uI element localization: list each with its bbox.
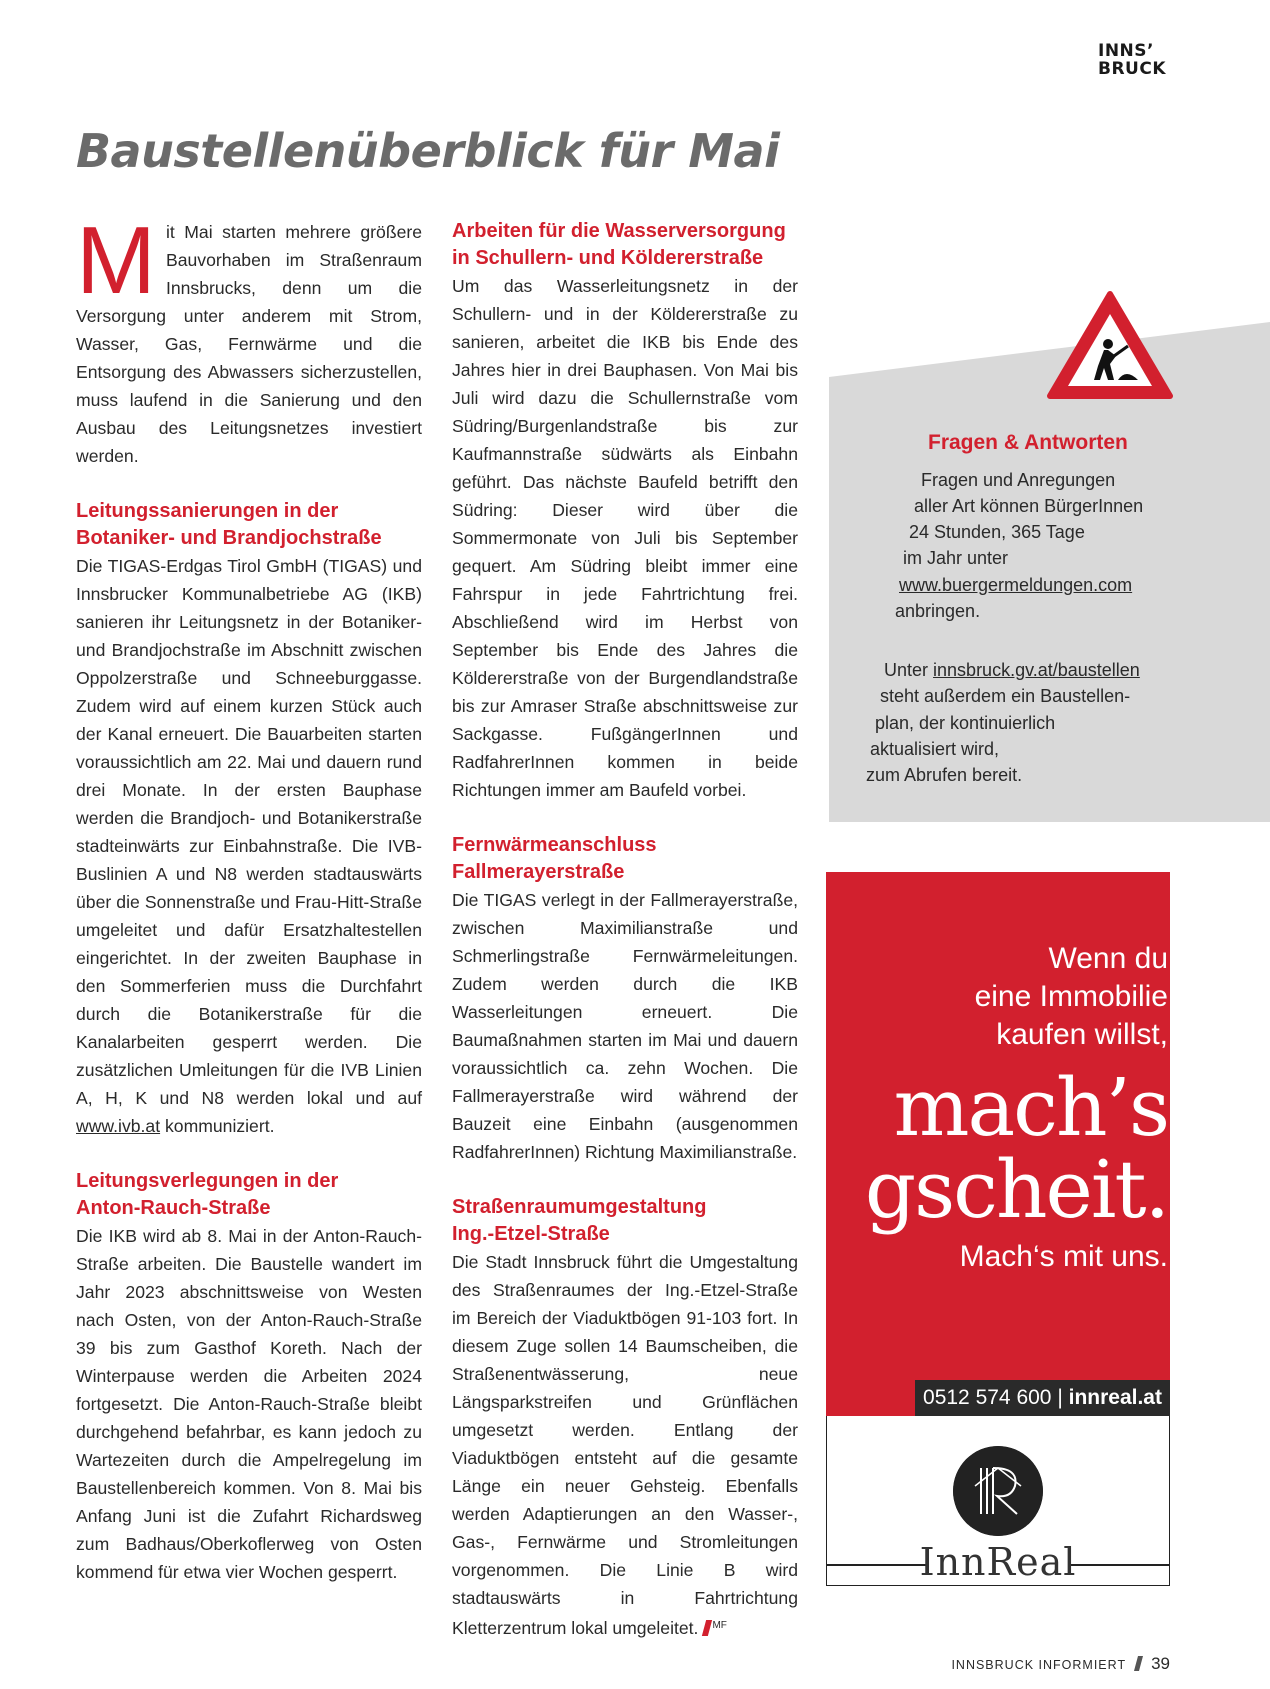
info-text-line: zum Abrufen bereit. bbox=[866, 765, 1023, 785]
innreal-brand-name: InnReal bbox=[919, 1540, 1077, 1584]
section-title-line: Ing.-Etzel-Straße bbox=[452, 1223, 610, 1245]
innsbruck-logo bbox=[1098, 42, 1178, 78]
section-body-leitungssanierungen bbox=[76, 552, 422, 1140]
section-body-wasserversorgung: Um das Wasserleitungsnetz in der Schullern- und in der Köldererstraße zu sanieren, arbeitet die IKB bis Ende des Jahres hier in drei Bauphasen. Von Mai bis Juli wird dazu die Schullernstraße vom Südring/Burgenlandstraße bis zur Kaufmannstraße südwärts als Einbahn geführt. Das nächste Baufeld betrifft den Südring: Dieser wird über die Sommermonate von Juli bis September gequert. Am Südring bleibt immer eine Fahrspur in jede Fahrtrichtung frei. Abschließend wird im Herbst von September bis Ende des Jahres die Köldererstraße von der Burgendlandstraße bis zur Amraser Straße abschnittsweise zur Sackgasse. FußgängerInnen und RadfahrerInnen kommen in beide Richtungen immer am Baufeld vorbei. bbox=[452, 276, 798, 800]
page-number: 39 bbox=[1151, 1654, 1170, 1673]
innreal-logo-icon bbox=[953, 1446, 1043, 1536]
author-initials: MF bbox=[712, 1620, 727, 1631]
section-title-line: Fallmerayerstraße bbox=[452, 861, 625, 883]
ad-headline-line: eine Immobilie bbox=[974, 980, 1168, 1013]
info-text-line: steht außerdem ein Baustellen- bbox=[880, 686, 1131, 706]
page-title: Baustellenüberblick für Mai bbox=[76, 124, 780, 178]
footer-label: INNSBRUCK INFORMIERT bbox=[951, 1658, 1127, 1672]
section-title-line: in Schullern- und Köldererstraße bbox=[452, 247, 764, 269]
drop-cap: M bbox=[76, 207, 156, 314]
ad-headline-line: Wenn du bbox=[1048, 942, 1168, 975]
section-body-fernwaerme: Die TIGAS verlegt in der Fallmerayerstraße, zwischen Maximilianstraße und Schmerlingstraße Fernwärmeleitungen. Zudem werden durch die IKB Wasserleitungen erneuert. Die Baumaßnahmen starten im Mai und dauern voraussichtlich ca. zehn Wochen. Die Fallmerayerstraße wird während der Bauzeit eine Einbahn (ausgenommen RadfahrerInnen) Richtung Maximilianstraße. bbox=[452, 890, 798, 1162]
ad-subline: Mach‘s mit uns. bbox=[959, 1240, 1168, 1273]
intro-text: it Mai starten mehrere größere Bauvorhaben im Straßenraum Innsbrucks, denn um die Versorgung unter anderem mit Strom, Wasser, Gas, Fernwärme und die Entsorgung des Abwassers sicherzustellen, muss laufend in die Sanierung und den Ausbau des Leitungsnetzes investiert werden. bbox=[76, 222, 422, 466]
info-text-line: im Jahr unter bbox=[903, 548, 1009, 568]
info-text-line bbox=[884, 657, 1140, 683]
section-body-strassenraum bbox=[452, 1248, 798, 1642]
section-title-line: Leitungssanierungen in der bbox=[76, 500, 339, 522]
section-title-leitungssanierungen bbox=[76, 498, 422, 552]
ad-contact-bar[interactable] bbox=[915, 1380, 1170, 1416]
info-text-prefix: Unter bbox=[884, 660, 934, 680]
info-text-line: aktualisiert wird, bbox=[870, 739, 1000, 759]
section-title-line: Arbeiten für die Wasserversorgung bbox=[452, 220, 786, 242]
section-title-line: Botaniker- und Brandjochstraße bbox=[76, 527, 382, 549]
info-text-line: 24 Stunden, 365 Tage bbox=[909, 522, 1085, 542]
info-text-line: plan, der kontinuierlich bbox=[875, 713, 1056, 733]
section-title-line: Straßenraumumgestaltung bbox=[452, 1196, 707, 1218]
ad-slogan-line: gscheit. bbox=[864, 1143, 1168, 1236]
intro-paragraph bbox=[76, 207, 422, 470]
section-title-leitungsverlegungen bbox=[76, 1168, 422, 1222]
section-text: Die Stadt Innsbruck führt die Umgestaltung des Straßenraumes der Ing.-Etzel-Straße im Bereich der Viaduktbögen 91-103 fort. In diesem Zuge sollen 14 Baumscheiben, die Straßenentwässerung, neue Längsparkstreifen und Grünflächen umgesetzt werden. Entlang der Viaduktbögen entsteht auf die gesamte Länge ein neuer Gehsteig. Ebenfalls werden Adaptierungen an den Wasser-, Gas-, Fernwärme und Stromleitungen vorgenommen. Die Linie B wird stadtauswärts in Fahrtrichtung Kletterzentrum lokal umgeleitet. bbox=[452, 1252, 798, 1638]
article-column-2 bbox=[452, 218, 798, 1642]
section-title-fernwaerme bbox=[452, 832, 798, 886]
footer-slash-icon bbox=[1134, 1656, 1143, 1671]
article-column-1 bbox=[76, 207, 422, 1586]
info-text-line: anbringen. bbox=[895, 601, 981, 621]
page-footer bbox=[951, 1654, 1170, 1674]
info-text-line: aller Art können BürgerInnen bbox=[914, 496, 1144, 516]
ad-slogan-line: mach’s bbox=[893, 1061, 1168, 1154]
section-title-strassenraum bbox=[452, 1194, 798, 1248]
section-title-line: Anton-Rauch-Straße bbox=[76, 1197, 271, 1219]
section-body-leitungsverlegungen: Die IKB wird ab 8. Mai in der Anton-Rauch-Straße arbeiten. Die Baustelle wandert im Jahr 2023 abschnittsweise von Westen nach Osten, von der Anton-Rauch-Straße 39 bis zum Gasthof Koreth. Nach der Winterpause werden die Arbeiten 2024 fortgesetzt. Die Anton-Rauch-Straße bleibt durchgehend befahrbar, es kann jedoch zu Wartezeiten durch die Ampelregelung im Baustellenbereich kommen. Von 8. Mai bis Anfang Juni ist die Zufahrt Richardsweg zum Badhaus/Oberkoflerweg von Osten kommend für etwa vier Wochen gesperrt. bbox=[76, 1226, 422, 1582]
buergermeldungen-link[interactable] bbox=[899, 572, 1132, 598]
ad-website[interactable]: innreal.at bbox=[1068, 1386, 1162, 1409]
section-title-line: Fernwärmeanschluss bbox=[452, 834, 657, 856]
section-text: Die TIGAS-Erdgas Tirol GmbH (TIGAS) und Innsbrucker Kommunalbetriebe AG (IKB) sanieren ihr Leitungsnetz in der Botaniker- und Brandjochstraße im Abschnitt zwischen Oppolzerstraße und Schneeburggasse. Zudem wird auf einem kurzen Stück auch der Kanal erneuert. Die Bauarbeiten starten voraussichtlich am 22. Mai und dauern rund drei Monate. In der ersten Bauphase werden die Brandjoch- und Botanikerstraße stadteinwärts zur Einbahnstraße. Die IVB-Buslinien A und N8 werden stadtauswärts über die Sonnenstraße und Frau-Hitt-Straße umgeleitet und dafür Ersatzhaltestellen eingerichtet. In der zweiten Bauphase in den Sommerferien muss die Durchfahrt durch die Botanikerstraße für die Kanalarbeiten gesperrt werden. Die zusätzlichen Umleitungen für die IVB Linien A, H, K und N8 werden lokal und auf bbox=[76, 556, 422, 1108]
logo-line-2: BRUCK bbox=[1098, 59, 1167, 79]
ad-phone[interactable]: 0512 574 600 bbox=[923, 1386, 1052, 1409]
ad-separator: | bbox=[1051, 1386, 1069, 1409]
info-text-line: Fragen und Anregungen bbox=[921, 470, 1116, 490]
ad-headline-line: kaufen willst, bbox=[996, 1018, 1168, 1051]
buergermeldungen-link-text[interactable]: www.buergermeldungen.com bbox=[899, 575, 1133, 595]
section-text-tail: kommuniziert. bbox=[160, 1116, 275, 1136]
baustellen-link[interactable]: innsbruck.gv.at/baustellen bbox=[933, 660, 1140, 680]
logo-line-1: INNS’ bbox=[1098, 41, 1154, 61]
section-title-wasserversorgung bbox=[452, 218, 798, 272]
info-box-title: Fragen & Antworten bbox=[928, 431, 1128, 454]
section-title-line: Leitungsverlegungen in der bbox=[76, 1170, 339, 1192]
ivb-link[interactable]: www.ivb.at bbox=[76, 1116, 161, 1136]
construction-warning-sign-icon bbox=[1046, 290, 1174, 402]
